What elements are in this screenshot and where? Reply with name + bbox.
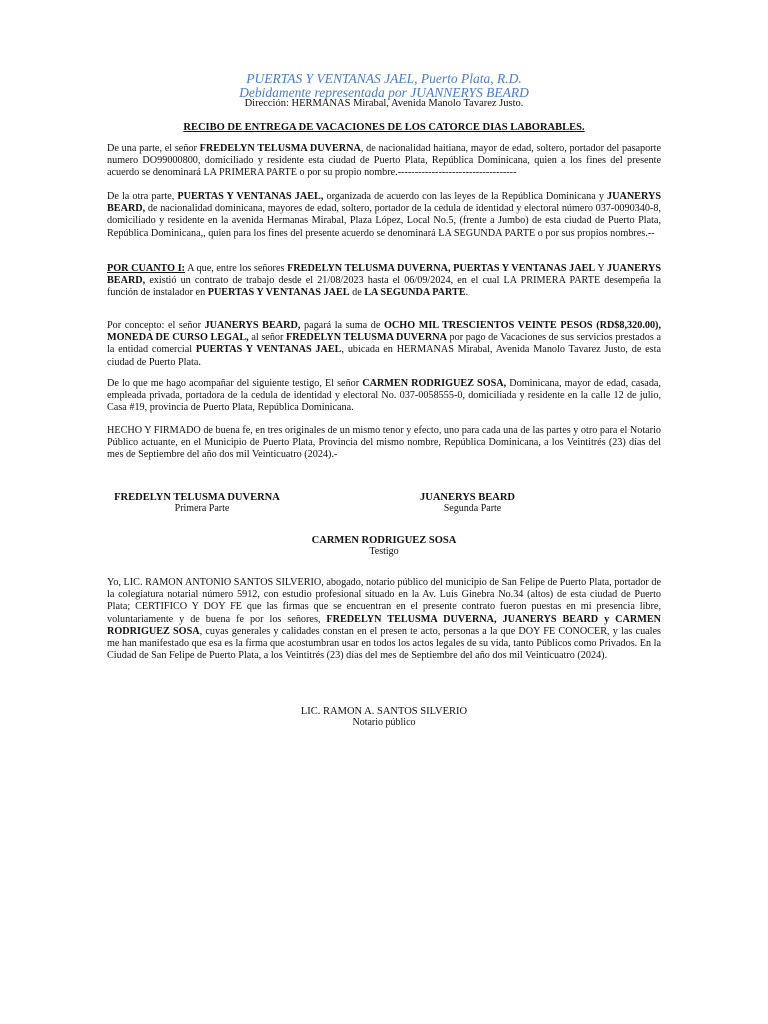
signature-second-party-name: JUANERYS BEARD	[419, 492, 516, 503]
address-line: Dirección: HERMANAS Mirabal, Avenida Manolo Tavarez Justo.	[244, 98, 524, 109]
company-header: PUERTAS Y VENTANAS JAEL, Puerto Plata, R.D.	[246, 71, 522, 86]
paragraph-second-party: De la otra parte, PUERTAS Y VENTANAS JAEL, organizada de acuerdo con las leyes de la República Dominicana y JUANERYS BEARD, de nacionalidad dominicana, mayores de edad, soltero, portador de la cedula de identidad y electoral número 037-0090340-8, domiciliado y residente en la avenida Hermanas Mirabal, Plaza López, Local No.5, (frente a Jumbo) de esta ciudad de Puerto Plata, República Dominicana,, quien para los fines del presente acuerdo se denominará LA SEGUNDA PARTE o por sus propios nombres.--	[107, 191, 661, 239]
paragraph-por-cuanto: POR CUANTO I: A que, entre los señores FREDELYN TELUSMA DUVERNA, PUERTAS Y VENTANAS JAEL Y JUANERYS BEARD, existió un contrato de trabajo desde el 21/08/2023 hasta el 06/09/2024, en el cual LA PRIMERA PARTE desempeña la función de instalador en PUERTAS Y VENTANAS JAEL de LA SEGUNDA PARTE.	[107, 263, 661, 299]
representative-header: Debidamente representada por JUANNERYS BEARD	[239, 85, 529, 100]
signature-witness-role: Testigo	[369, 546, 399, 557]
signature-first-party-name: FREDELYN TELUSMA DUVERNA	[114, 492, 280, 503]
paragraph-payment: Por concepto: el señor JUANERYS BEARD, pagará la suma de OCHO MIL TRESCIENTOS VEINTE PESOS (RD$8,320.00), MONEDA DE CURSO LEGAL, al señor FREDELYN TELUSMA DUVERNA por pago de Vacaciones de sus servicios prestados a la entidad comercial PUERTAS Y VENTANAS JAEL, ubicada en HERMANAS Mirabal, Avenida Manolo Tavarez Justo, de esta ciudad de Puerto Plata.	[107, 320, 662, 368]
signature-first-party-role: Primera Parte	[174, 503, 230, 514]
notary-name: LIC. RAMON A. SANTOS SILVERIO	[300, 706, 468, 717]
notary-role: Notario público	[352, 717, 416, 728]
paragraph-hecho-firmado: HECHO Y FIRMADO de buena fe, en tres originales de un mismo tenor y efecto, uno para cada una de las partes y otro para el Notario Público actuante, en el Municipio de Puerto Plata, Provincia del mismo nombre, República Dominicana, a los Veintitrés (23) días del mes de Septiembre del año dos mil Veinticuatro (2024).-	[107, 425, 661, 461]
document-title: RECIBO DE ENTREGA DE VACACIONES DE LOS CATORCE DIAS LABORABLES.	[183, 122, 585, 133]
signature-second-party-role: Segunda Parte	[443, 503, 502, 514]
signature-witness-name: CARMEN RODRIGUEZ SOSA	[311, 535, 457, 546]
paragraph-first-party: De una parte, el señor FREDELYN TELUSMA DUVERNA, de nacionalidad haitiana, mayor de edad, soltero, portador del pasaporte numero DO99000800, domiciliado y residente esta ciudad de Puerto Plata, República Dominicana, quien a los fines del presente acuerdo se denominará LA PRIMERA PARTE o por su propio nombre.-----------------------------------	[107, 143, 661, 179]
paragraph-witness: De lo que me hago acompañar del siguiente testigo, El señor CARMEN RODRIGUEZ SOSA, Dominicana, mayor de edad, casada, empleada privada, portadora de la cedula de identidad y electoral No. 037-0058555-0, domiciliada y residente en la calle 12 de julio, Casa #19, provincia de Puerto Plata, República Dominicana.	[107, 378, 661, 414]
paragraph-notary-certification: Yo, LIC. RAMON ANTONIO SANTOS SILVERIO, abogado, notario público del municipio de San Felipe de Puerto Plata, portador de la colegiatura notarial número 5912, con estudio profesional situado en la Av. Luis Ginebra No.34 (altos) de esta ciudad de Puerto Plata; CERTIFICO Y DOY FE que las firmas que se encuentran en el presente contrato fueron puestas en mi presencia libre, voluntariamente y de buena fe por los señores, FREDELYN TELUSMA DUVERNA, JUANERYS BEARD y CARMEN RODRIGUEZ SOSA, cuyas generales y calidades constan en el presen te acto, personas a la que DOY FE CONOCER, y las cuales me han manifestado que esa es la firma que acostumbran usar en todos los actos legales de su vida, tanto Públicos como Privados. En la Ciudad de San Felipe de Puerto Plata, a los Veintitrés (23) días del mes de Septiembre del año dos mil Veinticuatro (2024).	[107, 577, 662, 662]
